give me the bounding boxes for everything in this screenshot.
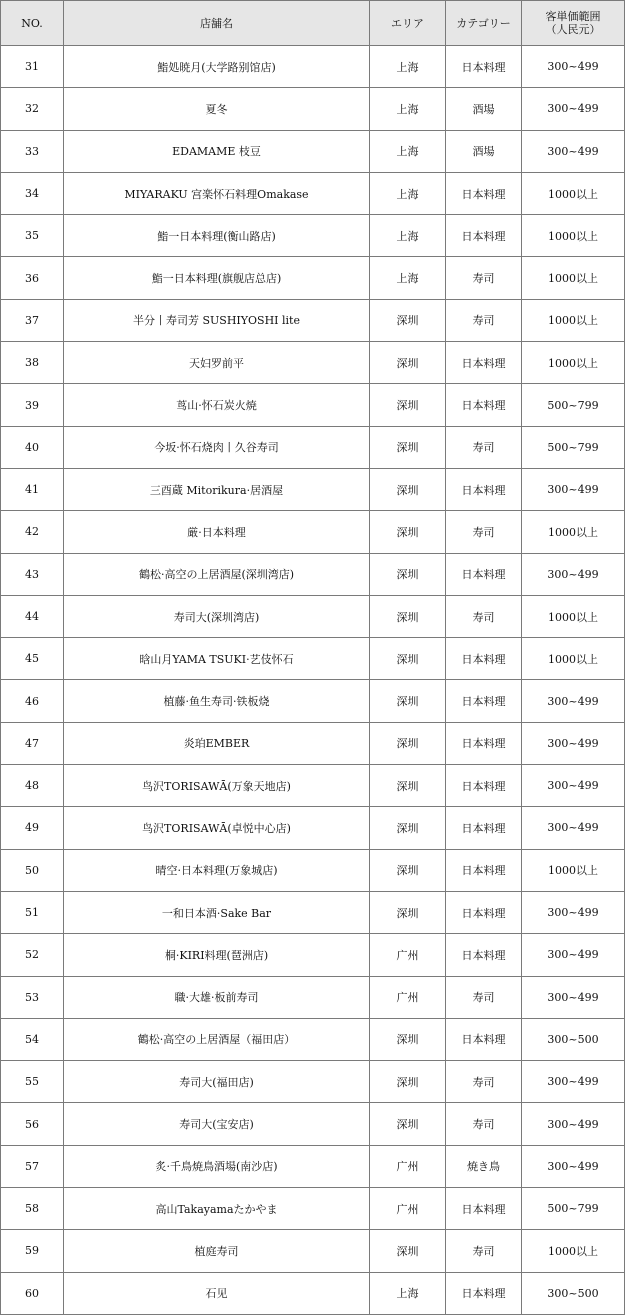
cell-price-range: 500~799 [522, 384, 625, 426]
table-row [1, 807, 625, 849]
cell-category: 日本料理 [446, 468, 522, 510]
cell-price-range: 1000以上 [522, 342, 625, 384]
cell-area: 上海 [370, 172, 446, 214]
table-row [1, 976, 625, 1018]
cell-no: 46 [1, 680, 64, 722]
cell-area: 深圳 [370, 807, 446, 849]
header-name: 店舗名 [64, 1, 370, 46]
table-row [1, 384, 625, 426]
cell-category: 寿司 [446, 299, 522, 341]
table-row [1, 680, 625, 722]
cell-price-range: 1000以上 [522, 215, 625, 257]
cell-store-name: 炙·千鳥焼鳥酒場(南沙店) [64, 1145, 370, 1187]
cell-category: 焼き鳥 [446, 1145, 522, 1187]
table-row [1, 765, 625, 807]
cell-category: 寿司 [446, 257, 522, 299]
cell-area: 深圳 [370, 426, 446, 468]
cell-area: 上海 [370, 1272, 446, 1314]
cell-store-name: 鶴松·高空の上居酒屋(深圳湾店) [64, 553, 370, 595]
cell-no: 52 [1, 934, 64, 976]
cell-price-range: 1000以上 [522, 849, 625, 891]
cell-price-range: 1000以上 [522, 257, 625, 299]
table-row [1, 46, 625, 88]
cell-store-name: 天妇罗前平 [64, 342, 370, 384]
cell-category: 日本料理 [446, 1018, 522, 1060]
cell-price-range: 1000以上 [522, 638, 625, 680]
cell-area: 深圳 [370, 638, 446, 680]
cell-category: 日本料理 [446, 172, 522, 214]
cell-category: 日本料理 [446, 1188, 522, 1230]
cell-area: 上海 [370, 88, 446, 130]
cell-category: 寿司 [446, 1103, 522, 1145]
cell-no: 35 [1, 215, 64, 257]
cell-no: 59 [1, 1230, 64, 1272]
cell-area: 广州 [370, 934, 446, 976]
table-header-row [1, 1, 625, 46]
cell-price-range: 300~499 [522, 46, 625, 88]
cell-area: 深圳 [370, 891, 446, 933]
table-row [1, 1103, 625, 1145]
cell-price-range: 300~499 [522, 891, 625, 933]
cell-area: 深圳 [370, 849, 446, 891]
cell-store-name: 寿司大(深圳湾店) [64, 595, 370, 637]
cell-category: 酒場 [446, 130, 522, 172]
table-row [1, 934, 625, 976]
cell-category: 酒場 [446, 88, 522, 130]
cell-store-name: 鮨一日本料理(旗舰店总店) [64, 257, 370, 299]
cell-category: 日本料理 [446, 638, 522, 680]
cell-category: 寿司 [446, 595, 522, 637]
cell-store-name: 晴空·日本料理(万象城店) [64, 849, 370, 891]
cell-area: 上海 [370, 130, 446, 172]
cell-store-name: 三酉蔵 Mitorikura·居酒屋 [64, 468, 370, 510]
table-row [1, 1272, 625, 1314]
cell-price-range: 1000以上 [522, 299, 625, 341]
cell-store-name: 寿司大(福田店) [64, 1061, 370, 1103]
cell-price-range: 300~499 [522, 807, 625, 849]
header-price-line2: （人民元） [545, 23, 601, 36]
cell-category: 寿司 [446, 976, 522, 1018]
table-row [1, 468, 625, 510]
cell-store-name: 今坂·怀石烧肉丨久谷寿司 [64, 426, 370, 468]
cell-category: 寿司 [446, 1061, 522, 1103]
cell-price-range: 1000以上 [522, 172, 625, 214]
cell-area: 上海 [370, 215, 446, 257]
table-row [1, 426, 625, 468]
table-row [1, 257, 625, 299]
table-row [1, 1145, 625, 1187]
cell-category: 寿司 [446, 426, 522, 468]
cell-store-name: 一和日本酒·Sake Bar [64, 891, 370, 933]
cell-store-name: 炎珀EMBER [64, 722, 370, 764]
cell-category: 寿司 [446, 1230, 522, 1272]
table-row [1, 1061, 625, 1103]
table-body [1, 46, 625, 1315]
cell-store-name: 植庭寿司 [64, 1230, 370, 1272]
table-row [1, 342, 625, 384]
cell-price-range: 300~499 [522, 976, 625, 1018]
cell-no: 53 [1, 976, 64, 1018]
table-row [1, 638, 625, 680]
header-category: カテゴリー [446, 1, 522, 46]
header-price [522, 1, 625, 46]
cell-store-name: 桐·KIRI料理(琶洲店) [64, 934, 370, 976]
cell-store-name: 鸟沢TORISAWĀ(卓悦中心店) [64, 807, 370, 849]
cell-area: 深圳 [370, 680, 446, 722]
table-row [1, 130, 625, 172]
header-price-line1: 客単価範囲 [545, 10, 601, 23]
cell-no: 60 [1, 1272, 64, 1314]
cell-price-range: 500~799 [522, 1188, 625, 1230]
table-row [1, 722, 625, 764]
cell-store-name: 鶴松·高空の上居酒屋（福田店） [64, 1018, 370, 1060]
cell-category: 日本料理 [446, 342, 522, 384]
cell-area: 深圳 [370, 765, 446, 807]
cell-price-range: 300~499 [522, 680, 625, 722]
cell-no: 50 [1, 849, 64, 891]
cell-no: 48 [1, 765, 64, 807]
cell-area: 广州 [370, 1145, 446, 1187]
table-row [1, 891, 625, 933]
cell-no: 47 [1, 722, 64, 764]
table-row [1, 1018, 625, 1060]
cell-no: 39 [1, 384, 64, 426]
cell-no: 32 [1, 88, 64, 130]
cell-no: 42 [1, 511, 64, 553]
cell-area: 深圳 [370, 1061, 446, 1103]
table-row [1, 88, 625, 130]
cell-no: 43 [1, 553, 64, 595]
cell-store-name: 鮨処暁月(大学路别馆店) [64, 46, 370, 88]
cell-price-range: 300~499 [522, 765, 625, 807]
cell-category: 日本料理 [446, 807, 522, 849]
header-area: エリア [370, 1, 446, 46]
cell-no: 38 [1, 342, 64, 384]
cell-no: 33 [1, 130, 64, 172]
table-row [1, 1188, 625, 1230]
cell-store-name: 職·大雄·板前寿司 [64, 976, 370, 1018]
cell-no: 56 [1, 1103, 64, 1145]
cell-store-name: 植藤·鱼生寿司·铁板烧 [64, 680, 370, 722]
cell-area: 广州 [370, 1188, 446, 1230]
cell-no: 58 [1, 1188, 64, 1230]
cell-area: 深圳 [370, 553, 446, 595]
cell-no: 34 [1, 172, 64, 214]
cell-area: 深圳 [370, 511, 446, 553]
cell-category: 日本料理 [446, 215, 522, 257]
cell-category: 日本料理 [446, 849, 522, 891]
cell-category: 日本料理 [446, 934, 522, 976]
cell-no: 54 [1, 1018, 64, 1060]
cell-area: 深圳 [370, 1018, 446, 1060]
cell-store-name: 半分丨寿司芳 SUSHIYOSHI lite [64, 299, 370, 341]
cell-price-range: 300~499 [522, 1145, 625, 1187]
cell-area: 深圳 [370, 342, 446, 384]
cell-no: 36 [1, 257, 64, 299]
cell-area: 广州 [370, 976, 446, 1018]
cell-area: 深圳 [370, 722, 446, 764]
table-row [1, 595, 625, 637]
cell-store-name: 厳·日本料理 [64, 511, 370, 553]
cell-no: 45 [1, 638, 64, 680]
cell-price-range: 1000以上 [522, 1230, 625, 1272]
cell-area: 上海 [370, 46, 446, 88]
cell-no: 57 [1, 1145, 64, 1187]
cell-no: 37 [1, 299, 64, 341]
cell-area: 深圳 [370, 1103, 446, 1145]
cell-no: 49 [1, 807, 64, 849]
cell-price-range: 300~499 [522, 934, 625, 976]
table-row [1, 553, 625, 595]
cell-store-name: 夏冬 [64, 88, 370, 130]
cell-no: 31 [1, 46, 64, 88]
cell-area: 深圳 [370, 595, 446, 637]
cell-area: 深圳 [370, 299, 446, 341]
cell-category: 日本料理 [446, 46, 522, 88]
cell-store-name: 晗山月YAMA TSUKI·艺伎怀石 [64, 638, 370, 680]
cell-no: 51 [1, 891, 64, 933]
table-row [1, 849, 625, 891]
cell-price-range: 300~500 [522, 1272, 625, 1314]
cell-price-range: 300~499 [522, 1103, 625, 1145]
cell-category: 日本料理 [446, 1272, 522, 1314]
cell-category: 日本料理 [446, 765, 522, 807]
cell-price-range: 300~499 [522, 88, 625, 130]
cell-price-range: 300~499 [522, 1061, 625, 1103]
cell-store-name: EDAMAME 枝豆 [64, 130, 370, 172]
cell-price-range: 1000以上 [522, 595, 625, 637]
cell-no: 41 [1, 468, 64, 510]
cell-category: 日本料理 [446, 680, 522, 722]
cell-price-range: 300~499 [522, 553, 625, 595]
cell-no: 40 [1, 426, 64, 468]
cell-area: 上海 [370, 257, 446, 299]
cell-store-name: 高山Takayamaたかやま [64, 1188, 370, 1230]
cell-category: 日本料理 [446, 722, 522, 764]
table-row [1, 299, 625, 341]
cell-store-name: 茑山·怀石炭火焼 [64, 384, 370, 426]
cell-store-name: 鮨一日本料理(衡山路店) [64, 215, 370, 257]
cell-category: 日本料理 [446, 553, 522, 595]
cell-price-range: 1000以上 [522, 511, 625, 553]
table-row [1, 215, 625, 257]
cell-price-range: 300~499 [522, 468, 625, 510]
cell-store-name: 鸟沢TORISAWĀ(万象天地店) [64, 765, 370, 807]
cell-category: 日本料理 [446, 891, 522, 933]
cell-price-range: 500~799 [522, 426, 625, 468]
table-row [1, 172, 625, 214]
cell-category: 日本料理 [446, 384, 522, 426]
cell-no: 55 [1, 1061, 64, 1103]
header-no: NO. [1, 1, 64, 46]
cell-store-name: 寿司大(宝安店) [64, 1103, 370, 1145]
cell-price-range: 300~499 [522, 722, 625, 764]
cell-store-name: MIYARAKU 宫楽怀石料理Omakase [64, 172, 370, 214]
cell-store-name: 石见 [64, 1272, 370, 1314]
cell-price-range: 300~499 [522, 130, 625, 172]
table-row [1, 1230, 625, 1272]
cell-price-range: 300~500 [522, 1018, 625, 1060]
cell-area: 深圳 [370, 468, 446, 510]
cell-area: 深圳 [370, 1230, 446, 1272]
cell-no: 44 [1, 595, 64, 637]
table-row [1, 511, 625, 553]
cell-area: 深圳 [370, 384, 446, 426]
cell-category: 寿司 [446, 511, 522, 553]
